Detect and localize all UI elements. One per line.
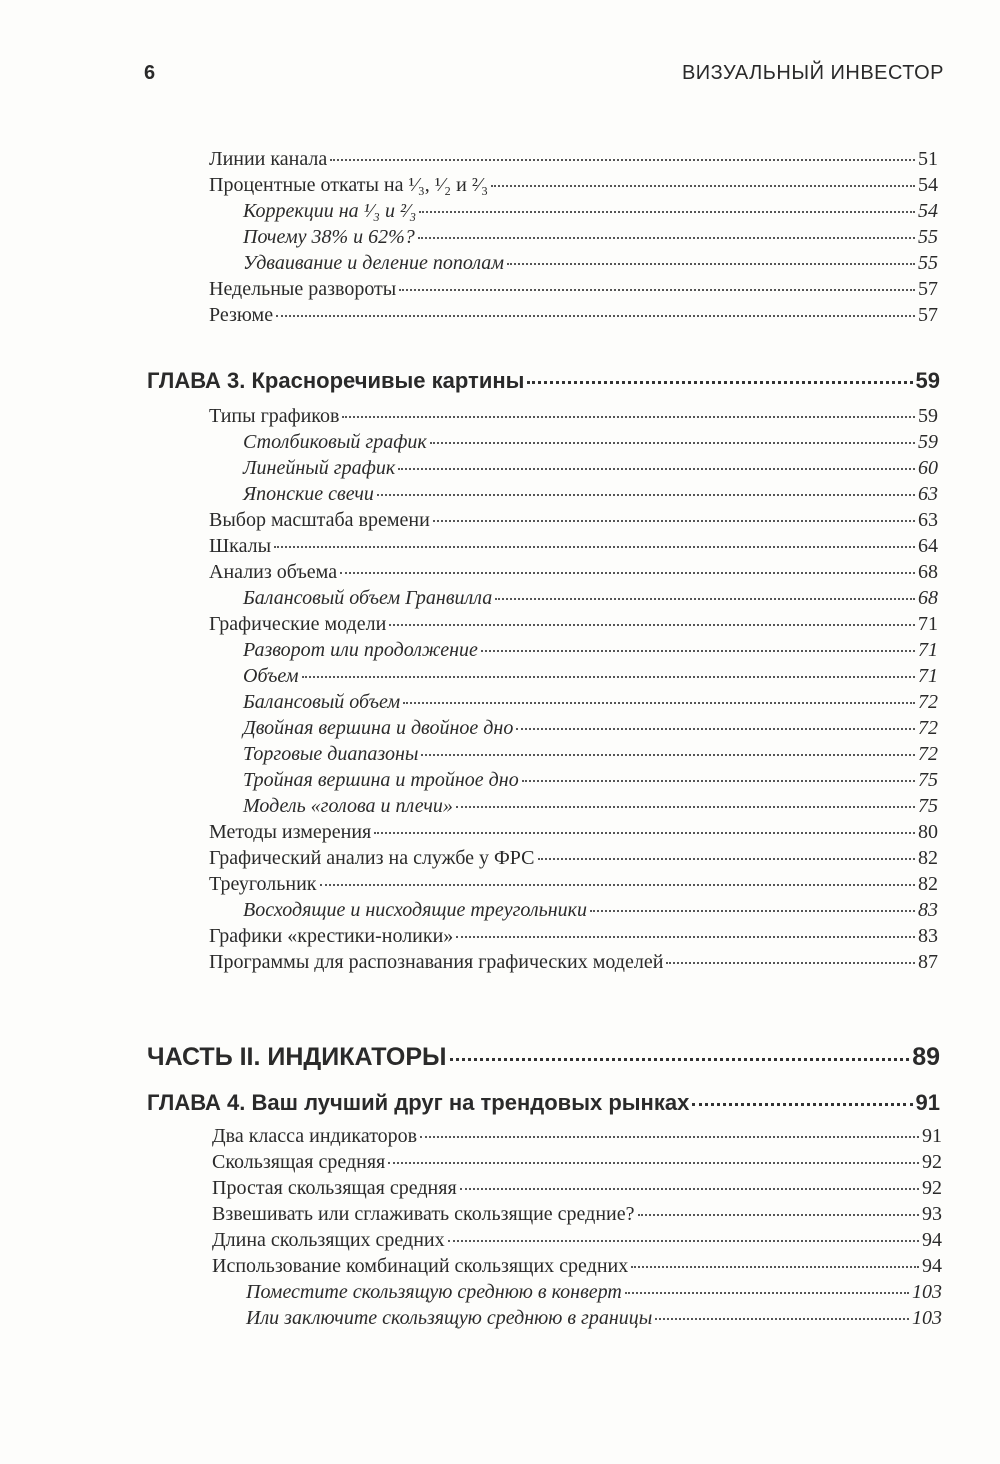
dot-leader <box>527 381 912 384</box>
page-ref: 64 <box>918 535 938 557</box>
toc-chapter-3[interactable]: ГЛАВА 3. Красноречивые картины 59 <box>147 366 940 396</box>
dot-leader <box>274 546 915 548</box>
page-ref: 71 <box>918 639 938 661</box>
dot-leader <box>495 598 915 600</box>
dot-leader <box>448 1240 919 1242</box>
toc-subentry[interactable]: Удваивание и деление пополам 55 <box>243 252 938 274</box>
toc-entry[interactable]: Использование комбинаций скользящих средних 94 <box>212 1255 942 1277</box>
dot-leader <box>666 962 915 964</box>
dot-leader <box>460 1188 919 1190</box>
dot-leader <box>481 650 915 652</box>
page-ref: 68 <box>918 561 938 583</box>
toc-subentry[interactable]: Модель «голова и плечи» 75 <box>243 795 938 817</box>
dot-leader <box>403 702 915 704</box>
toc-subentry[interactable]: Японские свечи 63 <box>243 483 938 505</box>
page-ref: 89 <box>912 1043 940 1071</box>
page-ref: 63 <box>918 483 938 505</box>
dot-leader <box>638 1214 920 1216</box>
toc-entry[interactable]: Взвешивать или сглаживать скользящие средние? 93 <box>212 1203 942 1225</box>
page-ref: 83 <box>918 925 938 947</box>
toc-subentry[interactable]: Поместите скользящую среднюю в конверт 103 <box>246 1281 942 1303</box>
page-ref: 91 <box>915 1090 940 1115</box>
running-title: ВИЗУАЛЬНЫЙ ИНВЕСТОР <box>681 62 944 84</box>
page-ref: 57 <box>918 304 938 326</box>
dot-leader <box>419 211 915 213</box>
page-ref: 71 <box>918 665 938 687</box>
page-ref: 72 <box>918 691 938 713</box>
dot-leader <box>302 676 915 678</box>
page-ref: 93 <box>922 1203 942 1225</box>
page-ref: 55 <box>918 226 938 248</box>
toc-entry[interactable]: Графики «крестики-нолики» 83 <box>209 925 938 947</box>
toc-entry[interactable]: Линии канала 51 <box>209 148 938 170</box>
toc-entry[interactable]: Недельные развороты 57 <box>209 278 938 300</box>
toc-entry[interactable]: Типы графиков 59 <box>209 405 938 427</box>
page-ref: 92 <box>922 1151 942 1173</box>
toc-entry[interactable]: Скользящая средняя 92 <box>212 1151 942 1173</box>
page-ref: 57 <box>918 278 938 300</box>
page-number: 6 <box>144 62 156 84</box>
dot-leader <box>516 728 915 730</box>
page-ref: 63 <box>918 509 938 531</box>
dot-leader <box>340 572 915 574</box>
dot-leader <box>276 315 915 317</box>
toc-entry[interactable]: Анализ объема 68 <box>209 561 938 583</box>
page-ref: 103 <box>912 1281 942 1303</box>
page-ref: 94 <box>922 1229 942 1251</box>
toc-subentry[interactable]: Восходящие и нисходящие треугольники 83 <box>243 899 938 921</box>
page-ref: 75 <box>918 769 938 791</box>
toc-subentry[interactable]: Линейный график 60 <box>243 457 938 479</box>
toc-subentry[interactable]: Столбиковый график 59 <box>243 431 938 453</box>
dot-leader <box>456 936 915 938</box>
toc-subentry[interactable]: Почему 38% и 62%? 55 <box>243 226 938 248</box>
dot-leader <box>377 494 915 496</box>
toc-entry[interactable]: Графический анализ на службе у ФРС 82 <box>209 847 938 869</box>
toc-subentry[interactable]: Торговые диапазоны 72 <box>243 743 938 765</box>
dot-leader <box>418 237 915 239</box>
page-ref: 103 <box>912 1307 942 1329</box>
toc-entry[interactable]: Программы для распознавания графических моделей 87 <box>209 951 938 973</box>
page-ref: 55 <box>918 252 938 274</box>
page-ref: 54 <box>918 174 938 196</box>
dot-leader <box>430 442 915 444</box>
toc-chapter-4[interactable]: ГЛАВА 4. Ваш лучший друг на трендовых рынках 91 <box>147 1088 940 1118</box>
dot-leader <box>342 416 915 418</box>
page-ref: 59 <box>918 431 938 453</box>
dot-leader <box>450 1058 910 1061</box>
page-ref: 72 <box>918 717 938 739</box>
page-ref: 60 <box>918 457 938 479</box>
toc-entry[interactable]: Графические модели 71 <box>209 613 938 635</box>
page-ref: 87 <box>918 951 938 973</box>
dot-leader <box>398 468 915 470</box>
page-ref: 92 <box>922 1177 942 1199</box>
toc-subentry[interactable]: Тройная вершина и тройное дно 75 <box>243 769 938 791</box>
page-ref: 82 <box>918 873 938 895</box>
running-header <box>144 62 944 92</box>
dot-leader <box>491 185 915 187</box>
page-ref: 59 <box>915 368 940 393</box>
toc-entry[interactable]: Резюме 57 <box>209 304 938 326</box>
dot-leader <box>330 159 915 161</box>
dot-leader <box>655 1318 909 1320</box>
toc-part-2[interactable]: ЧАСТЬ II. ИНДИКАТОРЫ 89 <box>147 1040 940 1074</box>
page-ref: 71 <box>918 613 938 635</box>
dot-leader <box>590 910 915 912</box>
dot-leader <box>538 858 915 860</box>
toc-subentry[interactable]: Двойная вершина и двойное дно 72 <box>243 717 938 739</box>
dot-leader <box>374 832 915 834</box>
dot-leader <box>320 884 916 886</box>
toc-entry[interactable]: Треугольник 82 <box>209 873 938 895</box>
toc-subentry[interactable]: Или заключите скользящую среднюю в границы 103 <box>246 1307 942 1329</box>
toc-entry[interactable]: Простая скользящая средняя 92 <box>212 1177 942 1199</box>
dot-leader <box>433 520 915 522</box>
toc-subentry[interactable]: Балансовый объем 72 <box>243 691 938 713</box>
page-ref: 51 <box>918 148 938 170</box>
page-ref: 82 <box>918 847 938 869</box>
toc-entry[interactable]: Выбор масштаба времени 63 <box>209 509 938 531</box>
toc-subentry[interactable]: Балансовый объем Гранвилла 68 <box>243 587 938 609</box>
toc-entry[interactable]: Длина скользящих средних 94 <box>212 1229 942 1251</box>
dot-leader <box>421 754 915 756</box>
dot-leader <box>456 806 915 808</box>
dot-leader <box>507 263 915 265</box>
page-ref: 83 <box>918 899 938 921</box>
toc-entry[interactable]: Два класса индикаторов 91 <box>212 1125 942 1147</box>
dot-leader <box>631 1266 919 1268</box>
dot-leader <box>399 289 915 291</box>
dot-leader <box>692 1103 912 1106</box>
page-ref: 54 <box>918 200 938 222</box>
dot-leader <box>420 1136 919 1138</box>
page-ref: 94 <box>922 1255 942 1277</box>
page-ref: 68 <box>918 587 938 609</box>
toc-subentry[interactable]: Разворот или продолжение 71 <box>243 639 938 661</box>
page-ref: 91 <box>922 1125 942 1147</box>
dot-leader <box>625 1292 909 1294</box>
toc-entry[interactable]: Процентные откаты на ¹⁄₃, ¹⁄₂ и ²⁄₃ 54 <box>209 174 938 196</box>
dot-leader <box>388 1162 919 1164</box>
page-ref: 80 <box>918 821 938 843</box>
toc-entry[interactable]: Методы измерения 80 <box>209 821 938 843</box>
toc-entry[interactable]: Шкалы 64 <box>209 535 938 557</box>
page-ref: 59 <box>918 405 938 427</box>
page-ref: 75 <box>918 795 938 817</box>
dot-leader <box>522 780 915 782</box>
toc-subentry[interactable]: Объем 71 <box>243 665 938 687</box>
toc-subentry[interactable]: Коррекции на ¹⁄₃ и ²⁄₃ 54 <box>243 200 938 222</box>
dot-leader <box>389 624 915 626</box>
page-ref: 72 <box>918 743 938 765</box>
